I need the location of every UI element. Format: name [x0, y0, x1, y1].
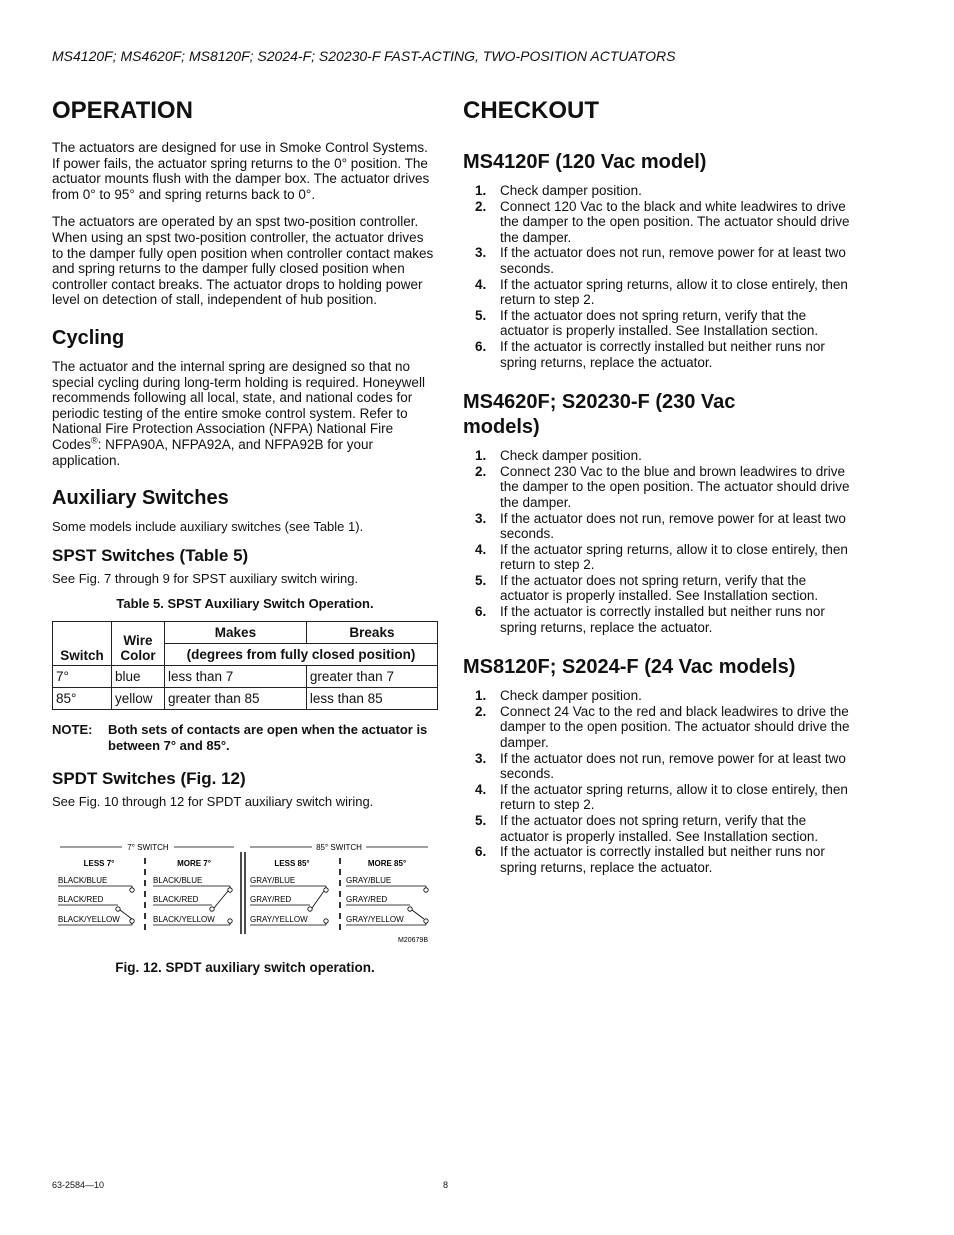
wire-black-yellow: BLACK/YELLOW [153, 914, 215, 924]
checkout-heading: CHECKOUT [463, 97, 599, 124]
more85-label: MORE 85° [367, 858, 407, 868]
steps-120vac [463, 183, 853, 370]
spdt-figure [52, 838, 438, 948]
cell-wire: yellow [112, 688, 165, 710]
left-column [52, 96, 438, 975]
spst-heading: SPST Switches (Table 5) [52, 545, 249, 565]
col-breaks: Breaks [306, 622, 437, 644]
figure-code: M20679B [398, 936, 428, 944]
list-item: 3. If the actuator does not run, remove power for at least two seconds. [475, 245, 846, 276]
list-item: 5. If the actuator does not spring return, verify that the actuator is properly installed. See Installation section. [475, 813, 819, 844]
spst-table [52, 621, 438, 710]
sw85-title: 85° SWITCH [316, 842, 362, 852]
list-item: 1. Check damper position. [475, 688, 642, 704]
table-row [53, 666, 438, 688]
section-24vac-heading: MS8120F; S2024-F (24 Vac models) [463, 656, 796, 679]
cell-switch: 85° [53, 688, 112, 710]
list-item: 2. Connect 230 Vac to the blue and brown leadwires to drive the damper to the open position. The actuator should drive the damper. [475, 463, 850, 510]
steps-24vac [463, 688, 853, 875]
section-120vac-heading: MS4120F (120 Vac model) [463, 151, 707, 173]
operation-heading: OPERATION [52, 97, 193, 124]
list-item: 2. Connect 24 Vac to the red and black leadwires to drive the damper to the open position. The actuator should drive the damper. [475, 703, 850, 751]
running-header: MS4120F; MS4620F; MS8120F; S2024-F; S20230-F FAST-ACTING, TWO-POSITION ACTUATORS [52, 48, 676, 64]
sw7-title: 7° SWITCH [127, 842, 169, 852]
figure-caption: Fig. 12. SPDT auxiliary switch operation. [115, 959, 375, 975]
more85-switch [346, 876, 428, 925]
cell-wire: blue [112, 666, 165, 688]
operation-paragraph-2: The actuators are operated by an spst two-position controller. When using an spst two-position controller, the actuator drives to the damper fully open position when controller contact makes and spring returns to the damper fully closed position when controller contact breaks. The actuator drops to holding power level on detection of stall, independent of hub position. [52, 214, 434, 308]
spdt-text: See Fig. 10 through 12 for SPDT auxiliary switch wiring. [52, 794, 374, 810]
table-caption: Table 5. SPST Auxiliary Switch Operation. [116, 596, 374, 612]
cell-makes: less than 7 [165, 666, 307, 688]
cycling-heading: Cycling [52, 326, 125, 349]
table-row [53, 688, 438, 710]
registered-mark: ® [91, 435, 98, 446]
cycling-text-after: : NFPA90A, NFPA92A, and NFPA92B for your application. [52, 436, 374, 468]
list-item: 6. If the actuator is correctly installed but neither runs nor spring returns, replace the actuator. [475, 338, 825, 370]
steps-230vac [463, 448, 853, 635]
note [52, 722, 438, 754]
note-label: NOTE: [52, 722, 93, 738]
list-item: 3. If the actuator does not run, remove power for at least two seconds. [475, 750, 846, 782]
less7-switch [58, 876, 134, 925]
table-subheader: (degrees from fully closed position) [165, 644, 438, 666]
list-item: 4. If the actuator spring returns, allow it to close entirely, then return to step 2. [475, 541, 848, 573]
list-item: 6. If the actuator is correctly installed but neither runs nor spring returns, replace the actuator. [475, 604, 825, 635]
footer-doc-number: 63-2584—10 [52, 1180, 105, 1190]
col-makes: Makes [165, 622, 307, 644]
cycling-paragraph [52, 359, 438, 468]
less85-switch [250, 876, 328, 925]
list-item: 5. If the actuator does not spring return, verify that the actuator is properly installed. See Installation section. [475, 307, 819, 339]
wire-gray-red: GRAY/RED [346, 894, 388, 904]
wire-gray-blue: GRAY/BLUE [346, 875, 392, 885]
wire-gray-blue: GRAY/BLUE [250, 875, 296, 885]
col-wire: Wire Color [112, 622, 165, 666]
spst-text: See Fig. 7 through 9 for SPST auxiliary switch wiring. [52, 570, 359, 586]
col-switch: Switch [53, 622, 112, 666]
spdt-diagram [52, 838, 438, 948]
right-column [463, 96, 853, 889]
cycling-text-before: The actuator and the internal spring are designed so that no special cycling during long-term holding is required. Honeywell recommends following all local, state, and national codes for periodic testing of the entire smoke control system. Refer to National Fire Protection Association (NFPA) National Fire Codes [52, 358, 425, 452]
less7-label: LESS 7° [83, 858, 115, 868]
section-230vac-heading: MS4620F; S20230-F (230 Vac models) [463, 391, 736, 439]
list-item: 3. If the actuator does not run, remove power for at least two seconds. [475, 510, 846, 542]
spdt-heading: SPDT Switches (Fig. 12) [52, 769, 246, 789]
wire-black-red: BLACK/RED [58, 894, 104, 904]
list-item: 6. If the actuator is correctly installed but neither runs nor spring returns, replace the actuator. [475, 844, 825, 875]
operation-paragraph-1: The actuators are designed for use in Smoke Control Systems. If power fails, the actuator spring returns to the 0° position. The actuator mounts flush with the damper box. The actuator drives from 0° to 95° and spring returns back to 0°. [52, 140, 430, 202]
list-item: 4. If the actuator spring returns, allow it to close entirely, then return to step 2. [475, 276, 848, 308]
wire-black-red: BLACK/RED [153, 894, 199, 904]
list-item: 4. If the actuator spring returns, allow it to close entirely, then return to step 2. [475, 781, 848, 813]
cell-switch: 7° [53, 666, 112, 688]
list-item: 1. Check damper position. [475, 183, 642, 198]
wire-gray-red: GRAY/RED [250, 894, 292, 904]
aux-intro: Some models include auxiliary switches (see Table 1). [52, 519, 364, 535]
cell-makes: greater than 85 [165, 688, 307, 710]
cell-breaks: less than 85 [306, 688, 437, 710]
wire-gray-yellow: GRAY/YELLOW [250, 914, 308, 924]
more7-label: MORE 7° [177, 858, 211, 868]
footer-page-number: 8 [443, 1180, 449, 1190]
wire-black-blue: BLACK/BLUE [153, 875, 203, 885]
less85-label: LESS 85° [274, 858, 310, 868]
wire-black-blue: BLACK/BLUE [58, 875, 108, 885]
more7-switch [153, 876, 232, 925]
list-item: 1. Check damper position. [475, 448, 642, 464]
aux-heading: Auxiliary Switches [52, 487, 229, 510]
note-text: Both sets of contacts are open when the actuator is between 7° and 85°. [108, 722, 428, 754]
list-item: 5. If the actuator does not spring return, verify that the actuator is properly installed. See Installation section. [475, 572, 819, 604]
wire-gray-yellow: GRAY/YELLOW [346, 914, 404, 924]
wire-black-yellow: BLACK/YELLOW [58, 914, 120, 924]
cell-breaks: greater than 7 [306, 666, 437, 688]
list-item: 2. Connect 120 Vac to the black and white leadwires to drive the damper to the open position. The actuator should drive the damper. [475, 198, 850, 245]
